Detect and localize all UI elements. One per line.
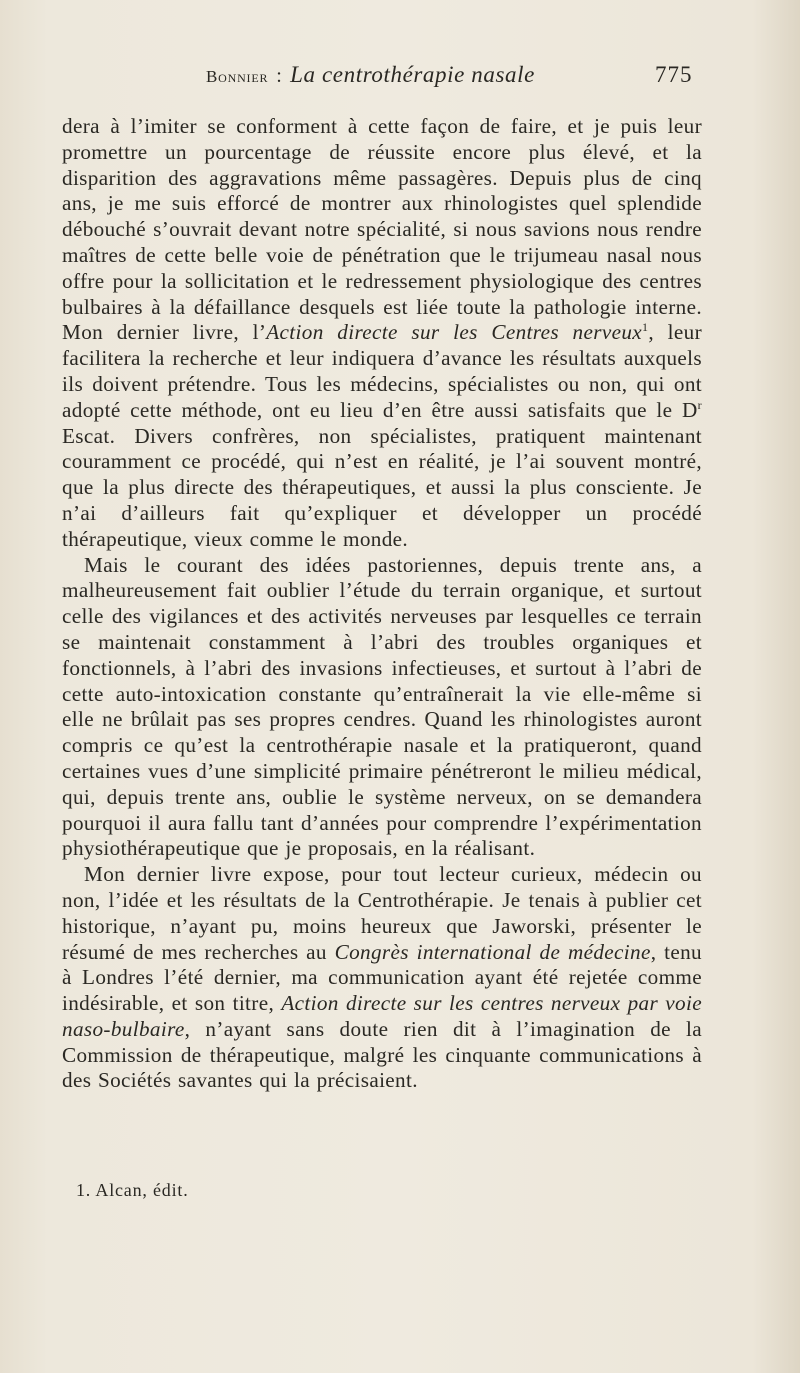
paragraph — [62, 114, 702, 553]
superscript: 1 — [642, 320, 649, 335]
body-text — [62, 114, 702, 1094]
text-run: Mon dernier livre expose, pour tout lecteur curieux, médecin ou non, l’idée et les résultats de la Centrothérapie. Je tenais à publier cet historique, n’ayant pu, moins heureux que Jaworski, présenter le résumé de mes recherches au — [62, 862, 702, 964]
text-run: , n’ayant sans doute rien dit à l’imagination de la Commission de thérapeutique, malgré les cinquante communications à des Sociétés savantes qui la précisaient. — [62, 1016, 702, 1093]
footnote-text: Alcan, édit. — [95, 1180, 189, 1200]
text-run: , tenu à Londres l’été dernier, ma communication ayant été rejetée comme indésirable, et son titre, — [62, 939, 702, 1016]
running-head-author: Bonnier — [206, 67, 269, 86]
footnote-marker: 1. — [76, 1180, 92, 1200]
italic-text: Action directe sur les centres nerveux par voie naso-bulbaire — [62, 991, 702, 1041]
text-run: Mais le courant des idées pastoriennes, depuis trente ans, a malheureusement fait oublier l’étude du terrain organique, et surtout celle des vigilances et des activités nerveuses par lesquelles ce terrain se maintenait constamment à l’abri des troubles organiques et fonctionnels, à l’abri des invasions infectieuses, et surtout à l’abri de cette auto-intoxication constante qu’entraînerait la vie elle-même si elle ne brûlait pas ses propres cendres. Quand les rhinologistes auront compris ce qu’est la centrothérapie nasale et la pratiqueront, quand certaines vues d’une simplicité primaire pénétreront le milieu médical, qui, depuis trente ans, oublie le système nerveux, on se demandera pourquoi il aura fallu tant d’années pour comprendre l’expérimentation physiothérapeutique que je proposais, en la réalisant. — [62, 552, 702, 861]
text-run: , leur facilitera la recherche et leur indiquera d’avance les résultats auxquels ils doivent prétendre. Tous les médecins, spécialistes ou non, qui ont adopté cette méthode, ont eu lieu d’en être aussi satisfaits que le D — [62, 320, 703, 422]
page-header — [0, 62, 800, 92]
running-head-title: La centrothérapie nasale — [290, 62, 535, 87]
page-number: 775 — [655, 62, 693, 87]
running-head-separator: : — [276, 65, 283, 87]
running-head — [206, 62, 535, 88]
paragraph — [62, 862, 702, 1094]
footnote — [76, 1180, 189, 1201]
paragraph — [62, 553, 702, 863]
superscript: r — [697, 397, 702, 412]
italic-text: Action directe sur les Centres nerveux — [266, 320, 643, 345]
text-run: dera à l’imiter se conforment à cette façon de faire, et je puis leur promettre un pourcentage de réussite encore plus élevé, et la disparition des aggravations même passagères. Depuis plus de cinq ans, je me suis efforcé de montrer aux rhinologistes quel splendide débouché s’ouvrait devant notre spécialité, si nous savions nous rendre maîtres de cette belle voie de pénétration que le trijumeau nasal nous offre pour la sollicitation et le redressement physiologique des centres bulbaires à la défaillance desquels est liée toute la pathologie interne. Mon dernier livre, l’ — [62, 114, 702, 345]
italic-text: Congrès international de médecine — [334, 939, 651, 964]
text-run: Escat. Divers confrères, non spécialistes, pratiquent maintenant couramment ce procédé, qui n’est en réalité, je l’ai souvent montré, que la plus directe des thérapeutiques, et aussi la plus consciente. Je n’ai d’ailleurs fait qu’expliquer et développer un procédé thérapeutique, vieux comme le monde. — [62, 423, 702, 551]
